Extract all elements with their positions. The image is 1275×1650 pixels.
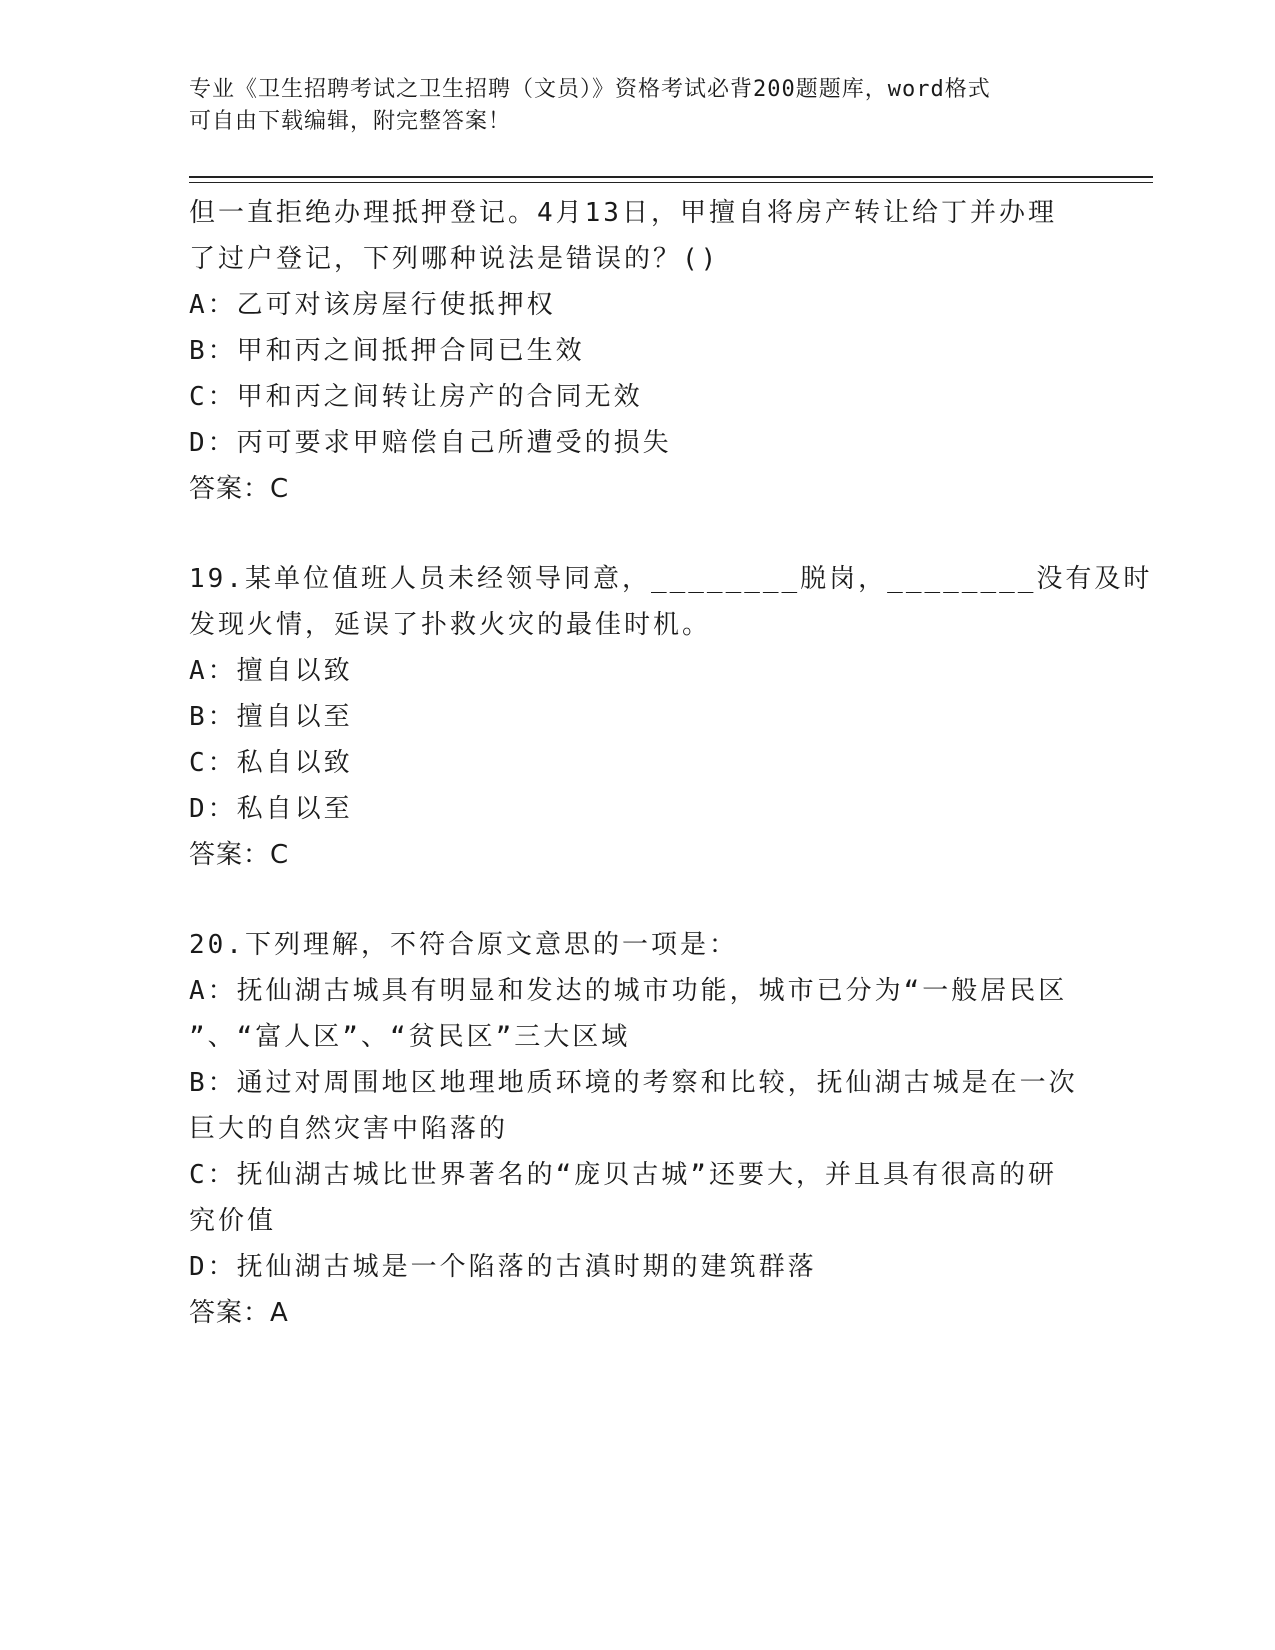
header-title-line-2: 可自由下载编辑，附完整答案！ — [189, 109, 512, 134]
header-divider-thin — [189, 182, 1153, 183]
question-20-option-b-line-1: B：通过对周围地区地理地质环境的考察和比较，抚仙湖古城是在一次 — [189, 1068, 1078, 1098]
question-19-option-b: B：擅自以至 — [189, 702, 353, 732]
question-18-option-a: A：乙可对该房屋行使抵押权 — [189, 290, 556, 320]
question-spacer — [189, 512, 1089, 556]
header-divider-thick — [189, 176, 1153, 178]
question-20-answer: 答案：A — [189, 1298, 289, 1328]
question-20-stem: 20.下列理解，不符合原文意思的一项是： — [189, 930, 738, 960]
question-19-stem-line-2: 发现火情，延误了扑救火灾的最佳时机。 — [189, 610, 712, 640]
question-18-block — [189, 190, 1089, 512]
question-content — [189, 190, 1153, 1336]
question-19-stem-line-1: 19.某单位值班人员未经领导同意，________脱岗，________没有及时 — [189, 564, 1153, 594]
question-20-option-c-line-1: C：抚仙湖古城比世界著名的“庞贝古城”还要大，并且具有很高的研 — [189, 1160, 1057, 1190]
question-19-option-c: C：私自以致 — [189, 748, 353, 778]
question-20-option-b-line-2: 巨大的自然灾害中陷落的 — [189, 1114, 509, 1144]
question-20-option-a-line-1: A：抚仙湖古城具有明显和发达的城市功能，城市已分为“一般居民区 — [189, 976, 1068, 1006]
question-18-stem-line-2: 了过户登记，下列哪种说法是错误的？() — [189, 244, 720, 274]
question-19-option-a: A：擅自以致 — [189, 656, 353, 686]
question-18-option-d: D：丙可要求甲赔偿自己所遭受的损失 — [189, 428, 672, 458]
question-18-stem-line-1: 但一直拒绝办理抵押登记。4月13日，甲擅自将房产转让给丁并办理 — [189, 198, 1057, 228]
question-20-block — [189, 922, 1089, 1336]
question-20-option-a-line-2: ”、“富人区”、“贫民区”三大区域 — [189, 1022, 631, 1052]
header-title-line-1: 专业《卫生招聘考试之卫生招聘（文员）》资格考试必背200题题库，word格式 — [189, 77, 991, 102]
question-18-option-b: B：甲和丙之间抵押合同已生效 — [189, 336, 585, 366]
question-20-option-d: D：抚仙湖古城是一个陷落的古滇时期的建筑群落 — [189, 1252, 817, 1282]
document-header — [189, 74, 1069, 138]
question-18-option-c: C：甲和丙之间转让房产的合同无效 — [189, 382, 643, 412]
question-18-answer: 答案：C — [189, 474, 290, 504]
question-20-option-c-line-2: 究价值 — [189, 1206, 277, 1236]
question-spacer — [189, 878, 1089, 922]
question-19-block — [189, 556, 1153, 878]
question-19-option-d: D：私自以至 — [189, 794, 353, 824]
question-19-answer: 答案：C — [189, 840, 290, 870]
